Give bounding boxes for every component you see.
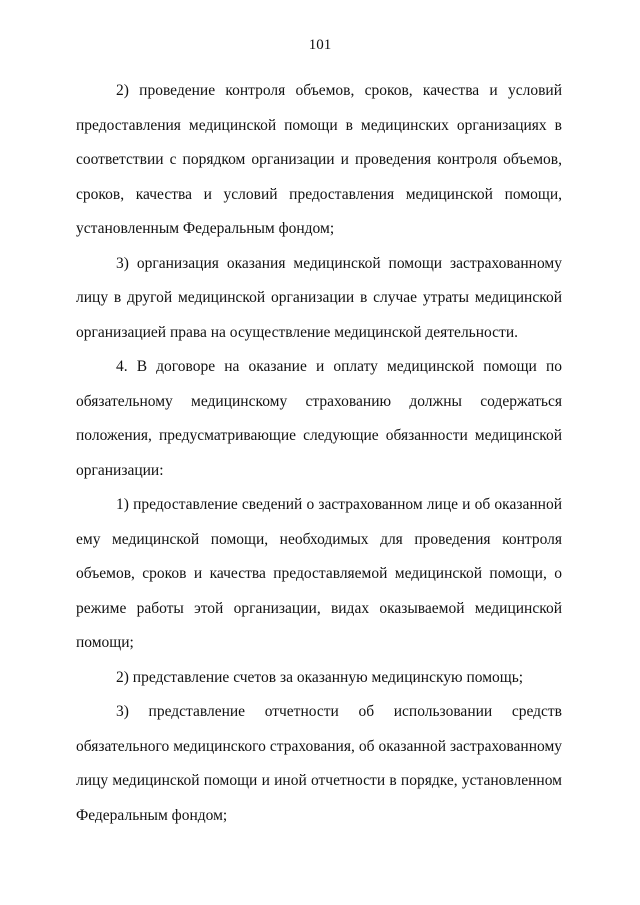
paragraph-item-2-invoices: 2) представление счетов за оказанную медицинскую помощь; bbox=[116, 668, 524, 686]
paragraph-item-3-organization: 3) организация оказания медицинской помощи застрахованному лицу в другой медицинской организации в случае утраты медицинской организацией права на осуществление медицинской деятельности. bbox=[76, 254, 562, 341]
paragraph-item-2-control: 2) проведение контроля объемов, сроков, качества и условий предоставления медицинской помощи в медицинских организациях в соответствии с порядком организации и проведения контроля объемов, сроков, качества и условий предоставления медицинской помощи, установленным Федеральным фондом; bbox=[76, 82, 562, 237]
paragraph-item-1-information: 1) предоставление сведений о застрахованном лице и об оказанной ему медицинской помощи, необходимых для проведения контроля объемов, сроков и качества предоставляемой медицинской помощи, о режиме работы этой организации, видах оказываемой медицинской помощи; bbox=[76, 496, 562, 651]
document-body bbox=[76, 74, 562, 833]
page-number: 101 bbox=[308, 37, 332, 53]
paragraph-section-4-contract: 4. В договоре на оказание и оплату медицинской помощи по обязательному медицинскому страхованию должны содержаться положения, предусматривающие следующие обязанности медицинской организации: bbox=[76, 358, 562, 479]
paragraph-item-3-reporting: 3) представление отчетности об использовании средств обязательного медицинского страхования, об оказанной застрахованному лицу медицинской помощи и иной отчетности в порядке, установленном Федеральным фондом; bbox=[76, 703, 562, 824]
